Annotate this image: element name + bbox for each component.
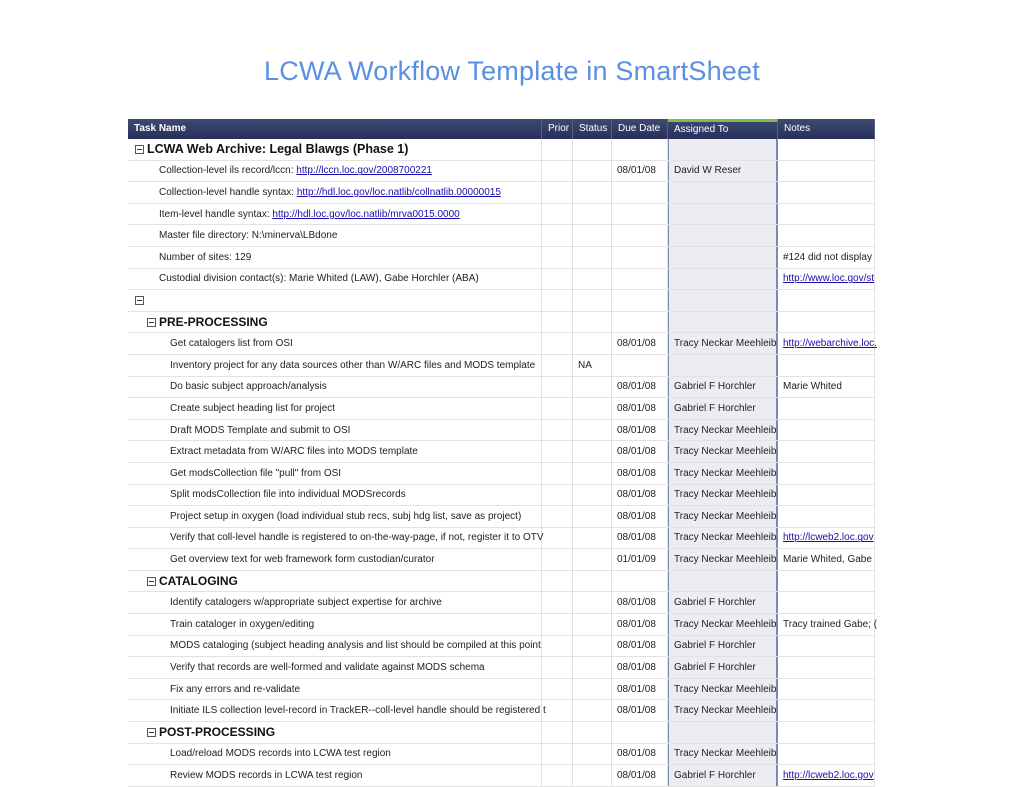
status-cell[interactable]: NA [573, 355, 612, 376]
assigned-to-cell[interactable] [668, 269, 778, 290]
notes-cell[interactable] [778, 441, 875, 462]
status-cell[interactable] [573, 614, 612, 635]
column-header-status[interactable]: Status [573, 119, 612, 139]
assigned-to-cell[interactable] [668, 312, 778, 333]
page-title: LCWA Workflow Template in SmartSheet [264, 56, 760, 86]
notes-cell[interactable] [778, 247, 875, 268]
assigned-to-cell[interactable]: Tracy Neckar Meehleib [668, 528, 778, 549]
due-date-cell[interactable]: 08/01/08 [612, 636, 668, 657]
column-header-assigned-to[interactable]: Assigned To [668, 119, 778, 139]
status-cell[interactable] [573, 636, 612, 657]
due-date-cell[interactable] [612, 182, 668, 203]
status-cell[interactable] [573, 679, 612, 700]
task-name-cell[interactable] [128, 506, 542, 527]
task-name-cell[interactable] [128, 333, 542, 354]
notes-cell[interactable] [778, 636, 875, 657]
notes-link[interactable]: http://lcweb2.loc.gov [783, 770, 874, 782]
due-date-cell[interactable] [612, 722, 668, 743]
status-cell[interactable] [573, 722, 612, 743]
notes-cell[interactable] [778, 225, 875, 246]
task-name-text: Load/reload MODS records into LCWA test region [170, 748, 391, 760]
status-cell[interactable] [573, 528, 612, 549]
task-name-text: Review MODS records in LCWA test region [170, 770, 363, 782]
notes-text: #124 did not display [783, 251, 872, 263]
table-row[interactable] [128, 528, 875, 550]
notes-cell[interactable] [778, 700, 875, 721]
priority-cell[interactable] [542, 614, 573, 635]
task-name-text [159, 187, 501, 198]
task-name-text: Inventory project for any data sources other than W/ARC files and MODS template [170, 359, 536, 371]
notes-cell[interactable] [778, 657, 875, 678]
table-row[interactable] [128, 614, 878, 636]
due-date-cell[interactable]: 08/01/08 [612, 657, 668, 678]
priority-cell[interactable] [542, 225, 573, 246]
priority-cell[interactable] [542, 269, 573, 290]
task-name-cell[interactable] [128, 592, 542, 613]
due-date-cell[interactable]: 08/01/08 [612, 592, 668, 613]
task-name-text: Initiate ILS collection level-record in TrackER--coll-level handle should be registered t [170, 705, 546, 717]
priority-cell[interactable] [542, 139, 573, 160]
status-cell[interactable] [573, 333, 612, 354]
priority-cell[interactable] [542, 398, 573, 419]
assigned-to-cell[interactable]: Tracy Neckar Meehleib [668, 506, 778, 527]
notes-text: Marie Whited [783, 381, 842, 393]
due-date-cell[interactable]: 08/01/08 [612, 744, 668, 765]
due-date-cell[interactable]: 08/01/08 [612, 398, 668, 419]
task-name-cell[interactable] [128, 679, 542, 700]
priority-cell[interactable] [542, 744, 573, 765]
table-row[interactable] [128, 377, 875, 399]
status-cell[interactable] [573, 549, 612, 570]
notes-cell[interactable] [778, 182, 875, 203]
task-name-cell[interactable] [128, 377, 542, 398]
task-name-cell[interactable] [128, 614, 542, 635]
table-row[interactable] [128, 398, 875, 420]
status-cell[interactable] [573, 485, 612, 506]
status-cell[interactable] [573, 161, 612, 182]
assigned-to-cell[interactable]: Tracy Neckar Meehleib [668, 679, 778, 700]
notes-text: Tracy trained Gabe; ( [783, 618, 878, 630]
task-name-text: Do basic subject approach/analysis [170, 381, 327, 393]
assigned-to-cell[interactable]: Tracy Neckar Meehleib [668, 333, 778, 354]
task-name-cell[interactable] [128, 700, 546, 721]
column-header-priority[interactable]: Prior [542, 119, 573, 139]
due-date-cell[interactable]: 08/01/08 [612, 485, 668, 506]
priority-cell[interactable] [542, 247, 573, 268]
assigned-to-cell[interactable]: Gabriel F Horchler [668, 657, 778, 678]
table-row[interactable] [128, 333, 875, 355]
due-date-cell[interactable]: 08/01/08 [612, 441, 668, 462]
task-name-prefix: Collection-level ils record/lccn: [159, 165, 297, 177]
due-date-cell[interactable] [612, 204, 668, 225]
assigned-to-cell[interactable]: Tracy Neckar Meehleib [668, 463, 778, 484]
priority-cell[interactable] [542, 377, 573, 398]
priority-cell[interactable] [542, 592, 573, 613]
section-row[interactable] [128, 722, 875, 744]
status-cell[interactable] [573, 441, 612, 462]
due-date-cell[interactable]: 08/01/08 [612, 614, 668, 635]
priority-cell[interactable] [542, 333, 573, 354]
table-row[interactable] [128, 744, 875, 766]
assigned-to-cell[interactable]: Tracy Neckar Meehleib [668, 700, 778, 721]
task-name-prefix: Collection-level handle syntax: [159, 186, 297, 198]
task-name-text: Master file directory: N:\minerva\LBdone [159, 230, 338, 242]
assigned-to-cell[interactable] [668, 247, 778, 268]
status-cell[interactable] [573, 398, 612, 419]
table-row[interactable] [128, 463, 875, 485]
assigned-to-cell[interactable]: Tracy Neckar Meehleib [668, 485, 778, 506]
task-link[interactable]: http://hdl.loc.gov/loc.natlib/mrva0015.0000 [272, 208, 460, 220]
assigned-to-cell[interactable]: Gabriel F Horchler [668, 765, 778, 786]
task-name-cell[interactable] [128, 528, 542, 549]
section-row[interactable] [128, 312, 875, 334]
notes-cell[interactable] [778, 722, 875, 743]
priority-cell[interactable] [542, 571, 573, 592]
priority-cell[interactable] [542, 722, 573, 743]
priority-cell[interactable] [542, 204, 573, 225]
task-name-text: MODS cataloging (subject heading analysis and list should be compiled at this point [170, 640, 541, 652]
task-name-text: Get overview text for web framework form custodian/curator [170, 554, 435, 566]
due-date-cell[interactable]: 08/01/08 [612, 333, 668, 354]
task-name-cell[interactable] [128, 225, 542, 246]
section-row[interactable] [128, 139, 875, 161]
notes-cell[interactable] [778, 765, 875, 786]
notes-link[interactable]: http://webarchive.loc. [783, 338, 877, 350]
status-cell[interactable] [573, 182, 612, 203]
due-date-cell[interactable]: 08/01/08 [612, 377, 668, 398]
assigned-to-cell[interactable] [668, 204, 778, 225]
task-name-text: Train cataloger in oxygen/editing [170, 618, 315, 630]
task-name-cell[interactable] [128, 722, 542, 743]
section-row[interactable] [128, 290, 875, 312]
task-name-cell[interactable] [128, 269, 542, 290]
due-date-cell[interactable]: 08/01/08 [612, 420, 668, 441]
section-row[interactable] [128, 571, 875, 593]
priority-cell[interactable] [542, 420, 573, 441]
task-name-text: Project setup in oxygen (load individual stub recs, subj hdg list, save as project) [170, 510, 522, 522]
notes-cell[interactable] [778, 528, 875, 549]
priority-cell[interactable] [542, 463, 573, 484]
priority-cell[interactable] [542, 528, 573, 549]
task-name-cell[interactable] [128, 571, 542, 592]
task-name-cell[interactable] [128, 485, 542, 506]
table-row[interactable] [128, 506, 875, 528]
due-date-cell[interactable]: 08/01/08 [612, 463, 668, 484]
assigned-to-cell[interactable] [668, 139, 778, 160]
table-row[interactable] [128, 182, 875, 204]
status-cell[interactable] [573, 312, 612, 333]
priority-cell[interactable] [542, 355, 573, 376]
task-name-cell[interactable] [128, 744, 542, 765]
notes-cell[interactable] [778, 463, 875, 484]
table-row[interactable] [128, 420, 875, 442]
priority-cell[interactable] [542, 441, 573, 462]
table-row[interactable] [128, 161, 875, 183]
task-name-cell[interactable] [128, 636, 542, 657]
task-name-cell[interactable] [128, 161, 542, 182]
priority-cell[interactable] [542, 485, 573, 506]
notes-cell[interactable] [778, 269, 875, 290]
task-name-cell[interactable] [128, 463, 542, 484]
notes-cell[interactable] [778, 549, 875, 570]
task-name-text: Identify catalogers w/appropriate subject expertise for archive [170, 597, 442, 609]
notes-cell[interactable] [778, 204, 875, 225]
status-cell[interactable] [573, 592, 612, 613]
table-row[interactable] [128, 636, 875, 658]
due-date-cell[interactable]: 08/01/08 [612, 528, 668, 549]
due-date-cell[interactable] [612, 269, 668, 290]
status-cell[interactable] [573, 139, 612, 160]
notes-cell[interactable] [778, 506, 875, 527]
notes-link[interactable]: http://www.loc.gov/st [783, 273, 875, 285]
notes-cell[interactable] [778, 139, 875, 160]
status-cell[interactable] [573, 700, 612, 721]
status-cell[interactable] [573, 204, 612, 225]
assigned-to-cell[interactable]: Gabriel F Horchler [668, 636, 778, 657]
due-date-cell[interactable]: 01/01/09 [612, 549, 668, 570]
task-name-cell[interactable] [128, 765, 542, 786]
status-cell[interactable] [573, 420, 612, 441]
priority-cell[interactable] [542, 636, 573, 657]
assigned-to-cell[interactable] [668, 571, 778, 592]
notes-cell[interactable] [778, 398, 875, 419]
notes-cell[interactable] [778, 614, 878, 635]
task-name-text: Create subject heading list for project [170, 402, 336, 414]
assigned-to-cell[interactable] [668, 722, 778, 743]
assigned-to-cell[interactable]: Tracy Neckar Meehleib [668, 441, 778, 462]
priority-cell[interactable] [542, 161, 573, 182]
status-cell[interactable] [573, 269, 612, 290]
assigned-to-cell[interactable]: Gabriel F Horchler [668, 398, 778, 419]
table-row[interactable] [128, 204, 875, 226]
priority-cell[interactable] [542, 657, 573, 678]
priority-cell[interactable] [542, 506, 573, 527]
task-name-text: Split modsCollection file into individual MODSrecords [170, 489, 406, 501]
assigned-to-cell[interactable]: Tracy Neckar Meehleib [668, 614, 778, 635]
column-header-row [128, 119, 875, 139]
status-cell[interactable] [573, 571, 612, 592]
status-cell[interactable] [573, 765, 612, 786]
assigned-to-cell[interactable]: David W Reser [668, 161, 778, 182]
task-name-text: LCWA Web Archive: Legal Blawgs (Phase 1) [147, 142, 409, 157]
assigned-to-cell[interactable]: Gabriel F Horchler [668, 592, 778, 613]
notes-cell[interactable] [778, 744, 875, 765]
due-date-cell[interactable]: 08/01/08 [612, 506, 668, 527]
task-name-text: POST-PROCESSING [159, 725, 276, 740]
collapse-toggle-icon[interactable] [147, 728, 156, 737]
due-date-cell[interactable]: 08/01/08 [612, 161, 668, 182]
task-name-text: Fix any errors and re-validate [170, 683, 301, 695]
status-cell[interactable] [573, 377, 612, 398]
status-cell[interactable] [573, 463, 612, 484]
due-date-cell[interactable] [612, 355, 668, 376]
priority-cell[interactable] [542, 182, 573, 203]
table-row[interactable] [128, 225, 875, 247]
table-row[interactable] [128, 700, 875, 722]
status-cell[interactable] [573, 290, 612, 311]
notes-link[interactable]: http://lcweb2.loc.gov [783, 532, 874, 544]
status-cell[interactable] [573, 744, 612, 765]
task-name-cell[interactable] [128, 441, 542, 462]
task-name-text: Verify that coll-level handle is registered to on-the-way-page, if not, register it to OTV [170, 532, 544, 544]
notes-text: Marie Whited, Gabe [783, 554, 872, 566]
due-date-cell[interactable] [612, 571, 668, 592]
notes-cell[interactable] [778, 420, 875, 441]
status-cell[interactable] [573, 247, 612, 268]
notes-cell[interactable] [778, 312, 875, 333]
notes-cell[interactable] [778, 290, 875, 311]
task-rows [128, 139, 878, 787]
task-name-cell[interactable] [128, 290, 542, 311]
priority-cell[interactable] [542, 700, 573, 721]
assigned-to-cell[interactable] [668, 290, 778, 311]
assigned-to-cell[interactable]: Gabriel F Horchler [668, 377, 778, 398]
due-date-cell[interactable] [612, 290, 668, 311]
table-row[interactable] [128, 679, 875, 701]
assigned-to-cell[interactable] [668, 182, 778, 203]
task-name-text [159, 165, 432, 176]
assigned-to-cell[interactable]: Tracy Neckar Meehleib [668, 744, 778, 765]
due-date-cell[interactable] [612, 312, 668, 333]
task-name-cell[interactable] [128, 657, 542, 678]
table-row[interactable] [128, 765, 875, 787]
table-row[interactable] [128, 657, 875, 679]
table-row[interactable] [128, 247, 875, 269]
collapse-toggle-icon[interactable] [135, 145, 144, 154]
notes-cell[interactable] [778, 592, 875, 613]
due-date-cell[interactable] [612, 139, 668, 160]
notes-cell[interactable] [778, 355, 875, 376]
priority-cell[interactable] [542, 549, 573, 570]
assigned-to-cell[interactable]: Tracy Neckar Meehleib [668, 420, 778, 441]
collapse-toggle-icon[interactable] [135, 296, 144, 305]
task-name-cell[interactable] [128, 549, 542, 570]
task-name-text: Draft MODS Template and submit to OSI [170, 424, 351, 436]
task-name-cell[interactable] [128, 355, 542, 376]
priority-cell[interactable] [542, 312, 573, 333]
task-name-text: PRE-PROCESSING [159, 315, 268, 330]
task-name-text: Custodial division contact(s): Marie Whited (LAW), Gabe Horchler (ABA) [159, 273, 479, 285]
task-name-cell[interactable] [128, 182, 542, 203]
status-cell[interactable] [573, 657, 612, 678]
task-name-cell[interactable] [128, 247, 542, 268]
task-name-cell[interactable] [128, 398, 542, 419]
collapse-toggle-icon[interactable] [147, 318, 156, 327]
task-link[interactable]: http://lccn.loc.gov/2008700221 [296, 165, 432, 177]
status-cell[interactable] [573, 225, 612, 246]
priority-cell[interactable] [542, 765, 573, 786]
due-date-cell[interactable] [612, 225, 668, 246]
task-name-text: Verify that records are well-formed and validate against MODS schema [170, 662, 485, 674]
assigned-to-cell[interactable] [668, 355, 778, 376]
table-row[interactable] [128, 355, 875, 377]
task-name-text: Get modsCollection file "pull" from OSI [170, 467, 342, 479]
task-name-text [159, 209, 460, 220]
assigned-to-cell[interactable] [668, 225, 778, 246]
collapse-toggle-icon[interactable] [147, 577, 156, 586]
status-cell[interactable] [573, 506, 612, 527]
due-date-cell[interactable]: 08/01/08 [612, 765, 668, 786]
table-row[interactable] [128, 549, 875, 571]
due-date-cell[interactable]: 08/01/08 [612, 700, 668, 721]
notes-cell[interactable] [778, 161, 875, 182]
smartsheet-grid [128, 119, 878, 782]
column-header-notes[interactable]: Notes [778, 119, 875, 139]
task-name-cell[interactable] [128, 139, 542, 160]
task-name-text: Extract metadata from W/ARC files into MODS template [170, 446, 418, 458]
task-name-cell[interactable] [128, 312, 542, 333]
column-header-task-name[interactable]: Task Name [128, 119, 542, 139]
notes-cell[interactable] [778, 679, 875, 700]
table-row[interactable] [128, 269, 875, 291]
notes-cell[interactable] [778, 485, 875, 506]
notes-cell[interactable] [778, 333, 875, 354]
assigned-to-cell[interactable]: Tracy Neckar Meehleib [668, 549, 778, 570]
due-date-cell[interactable] [612, 247, 668, 268]
task-name-text: Number of sites: 129 [159, 251, 252, 263]
priority-cell[interactable] [542, 679, 573, 700]
column-header-due-date[interactable]: Due Date [612, 119, 668, 139]
task-name-cell[interactable] [128, 420, 542, 441]
notes-cell[interactable] [778, 571, 875, 592]
table-row[interactable] [128, 441, 875, 463]
notes-cell[interactable] [778, 377, 875, 398]
task-link[interactable]: http://hdl.loc.gov/loc.natlib/collnatlib.00000015 [296, 186, 501, 198]
task-name-text: Get catalogers list from OSI [170, 338, 293, 350]
task-name-prefix: Item-level handle syntax: [159, 208, 273, 220]
table-row[interactable] [128, 485, 875, 507]
priority-cell[interactable] [542, 290, 573, 311]
task-name-text: CATALOGING [159, 574, 238, 589]
due-date-cell[interactable]: 08/01/08 [612, 679, 668, 700]
table-row[interactable] [128, 592, 875, 614]
task-name-cell[interactable] [128, 204, 542, 225]
